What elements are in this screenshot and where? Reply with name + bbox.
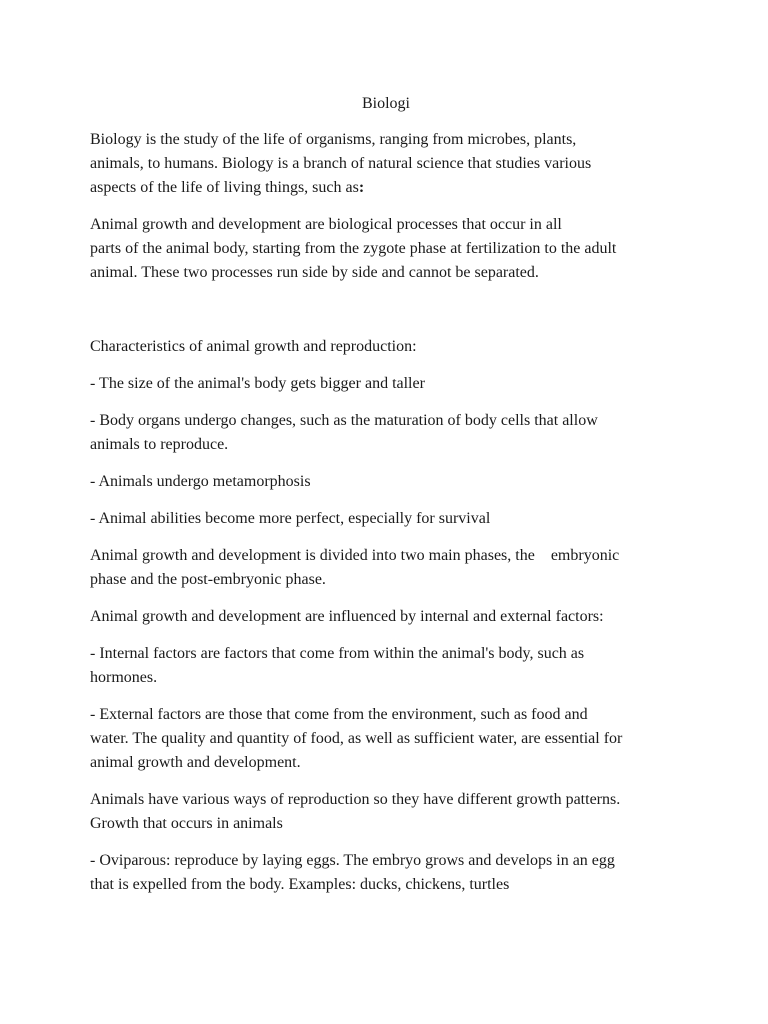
text-line: animal. These two processes run side by side and cannot be separated. xyxy=(90,264,539,281)
text-line: animals to reproduce. xyxy=(90,436,229,453)
blank-line xyxy=(90,298,682,335)
text-line: Animal growth and development are influenced by internal and external factors: xyxy=(90,608,604,625)
factor-item xyxy=(90,703,682,775)
text-line: Animal growth and development are biological processes that occur in all xyxy=(90,216,562,233)
text-line: phase and the post-embryonic phase. xyxy=(90,571,326,588)
text-fragment: aspects of the life of living things, such as xyxy=(90,179,359,196)
text-line xyxy=(90,176,682,200)
characteristics-heading xyxy=(90,335,682,359)
text-line: - External factors are those that come from the environment, such as food and xyxy=(90,706,588,723)
document-title: Biologi xyxy=(361,95,410,112)
text-line: water. The quality and quantity of food, as well as sufficient water, are essential for xyxy=(90,730,623,747)
characteristic-item xyxy=(90,507,682,531)
characteristic-item xyxy=(90,470,682,494)
text-line: Growth that occurs in animals xyxy=(90,815,283,832)
text-line: animals, to humans. Biology is a branch of natural science that studies various xyxy=(90,155,592,172)
intro-paragraph xyxy=(90,128,682,200)
text-line: Characteristics of animal growth and reproduction: xyxy=(90,338,417,355)
characteristic-item xyxy=(90,409,682,457)
factors-heading xyxy=(90,605,682,629)
text-line: - Internal factors are factors that come from within the animal's body, such as xyxy=(90,645,585,662)
text-line: hormones. xyxy=(90,669,158,686)
text-line: - Animal abilities become more perfect, especially for survival xyxy=(90,510,491,527)
bold-colon: : xyxy=(358,179,365,196)
text-line: - Oviparous: reproduce by laying eggs. The embryo grows and develops in an egg xyxy=(90,852,615,869)
text-line: - Body organs undergo changes, such as the maturation of body cells that allow xyxy=(90,412,598,429)
text-line: parts of the animal body, starting from the zygote phase at fertilization to the adult xyxy=(90,240,617,257)
text-line: Animals have various ways of reproduction so they have different growth patterns. xyxy=(90,791,621,808)
reproduction-paragraph xyxy=(90,788,682,836)
text-line: Animal growth and development is divided into two main phases, the embryonic xyxy=(90,547,620,564)
text-line: Biology is the study of the life of organisms, ranging from microbes, plants, xyxy=(90,131,577,148)
oviparous-item xyxy=(90,849,682,897)
text-line: - Animals undergo metamorphosis xyxy=(90,473,311,490)
text-line: - The size of the animal's body gets bigger and taller xyxy=(90,375,425,392)
growth-definition-paragraph xyxy=(90,213,682,285)
factor-item xyxy=(90,642,682,690)
document-body xyxy=(90,92,682,910)
phases-paragraph xyxy=(90,544,682,592)
text-line: that is expelled from the body. Examples: ducks, chickens, turtles xyxy=(90,876,510,893)
characteristic-item xyxy=(90,372,682,396)
text-line: animal growth and development. xyxy=(90,754,301,771)
